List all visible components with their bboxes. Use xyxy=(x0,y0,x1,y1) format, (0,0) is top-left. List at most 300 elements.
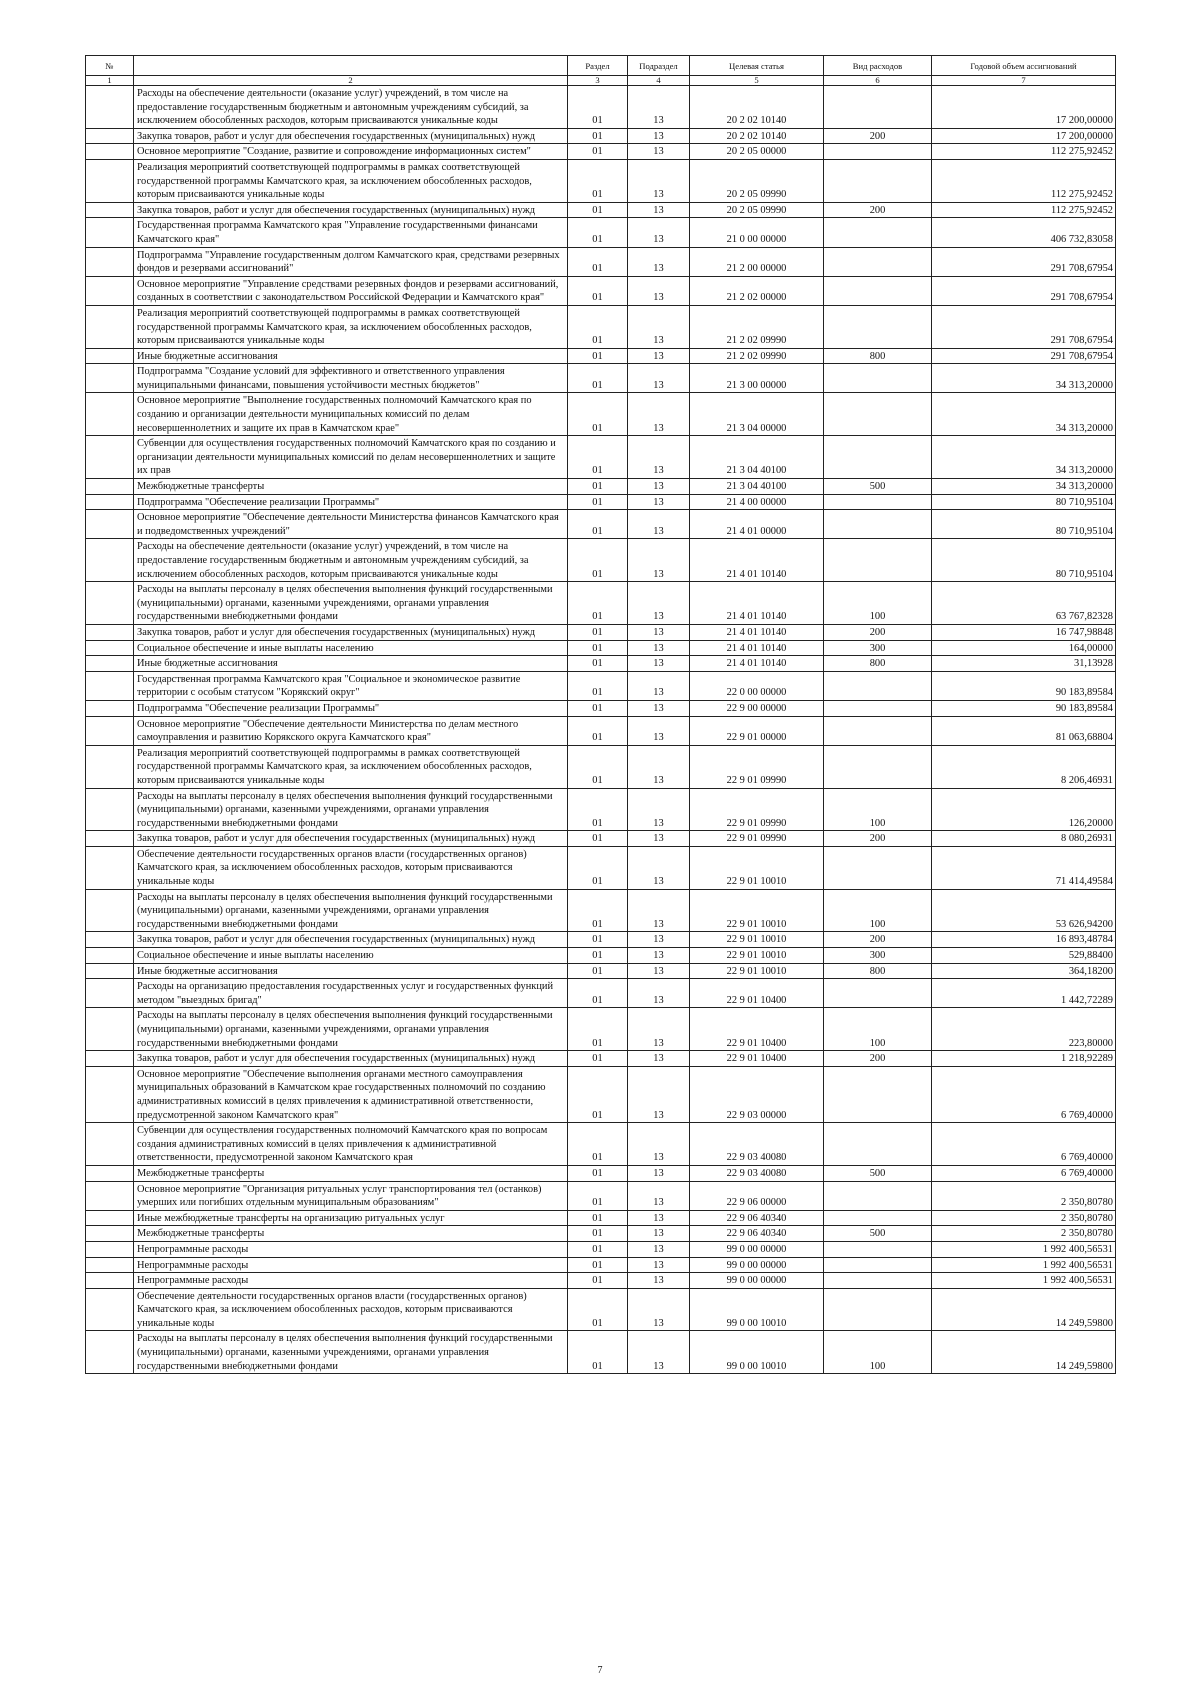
row-amount-cell: 2 350,80780 xyxy=(932,1210,1116,1226)
table-row xyxy=(86,144,1116,160)
column-number: 5 xyxy=(690,76,824,86)
row-subsection-cell: 13 xyxy=(628,86,690,129)
column-number: 1 xyxy=(86,76,134,86)
row-section-cell: 01 xyxy=(568,1008,628,1051)
row-subsection-cell: 13 xyxy=(628,1181,690,1210)
row-section-cell: 01 xyxy=(568,202,628,218)
row-expense-kind-cell xyxy=(824,1123,932,1166)
row-number-cell xyxy=(86,889,134,932)
row-target-article-cell: 20 2 02 10140 xyxy=(690,128,824,144)
row-subsection-cell: 13 xyxy=(628,276,690,305)
row-amount-cell: 112 275,92452 xyxy=(932,202,1116,218)
row-subsection-cell: 13 xyxy=(628,700,690,716)
row-amount-cell: 34 313,20000 xyxy=(932,364,1116,393)
row-amount-cell: 16 747,98848 xyxy=(932,624,1116,640)
row-subsection-cell: 13 xyxy=(628,948,690,964)
row-number-cell xyxy=(86,1165,134,1181)
row-subsection-cell: 13 xyxy=(628,202,690,218)
row-expense-kind-cell: 100 xyxy=(824,582,932,625)
row-amount-cell: 8 080,26931 xyxy=(932,831,1116,847)
table-row xyxy=(86,1226,1116,1242)
row-target-article-cell: 22 9 01 10010 xyxy=(690,846,824,889)
row-subsection-cell: 13 xyxy=(628,640,690,656)
table-row xyxy=(86,640,1116,656)
row-section-cell: 01 xyxy=(568,510,628,539)
row-name-cell: Иные бюджетные ассигнования xyxy=(134,348,568,364)
row-name-cell: Основное мероприятие "Создание, развитие и сопровождение информационных систем" xyxy=(134,144,568,160)
row-expense-kind-cell xyxy=(824,393,932,436)
row-number-cell xyxy=(86,510,134,539)
row-name-cell: Основное мероприятие "Организация ритуальных услуг транспортирования тел (останков) умерших или погибших отдельным муниципальным образованиям" xyxy=(134,1181,568,1210)
column-number: 6 xyxy=(824,76,932,86)
row-subsection-cell: 13 xyxy=(628,348,690,364)
row-expense-kind-cell xyxy=(824,510,932,539)
row-subsection-cell: 13 xyxy=(628,979,690,1008)
row-subsection-cell: 13 xyxy=(628,393,690,436)
row-expense-kind-cell xyxy=(824,1273,932,1289)
row-amount-cell: 164,00000 xyxy=(932,640,1116,656)
row-number-cell xyxy=(86,716,134,745)
row-amount-cell: 112 275,92452 xyxy=(932,159,1116,202)
row-section-cell: 01 xyxy=(568,348,628,364)
row-section-cell: 01 xyxy=(568,948,628,964)
row-name-cell: Подпрограмма "Обеспечение реализации Программы" xyxy=(134,494,568,510)
row-section-cell: 01 xyxy=(568,1051,628,1067)
row-name-cell: Подпрограмма "Создание условий для эффективного и ответственного управления муниципальными финансами, повышения устойчивости местных бюджетов" xyxy=(134,364,568,393)
row-expense-kind-cell xyxy=(824,716,932,745)
row-name-cell: Расходы на организацию предоставления государственных услуг и государственных функций методом "выездных бригад" xyxy=(134,979,568,1008)
header-subsection: Подраздел xyxy=(628,56,690,76)
row-amount-cell: 71 414,49584 xyxy=(932,846,1116,889)
table-row xyxy=(86,963,1116,979)
row-subsection-cell: 13 xyxy=(628,716,690,745)
row-section-cell: 01 xyxy=(568,393,628,436)
table-row xyxy=(86,159,1116,202)
row-expense-kind-cell xyxy=(824,1181,932,1210)
row-expense-kind-cell: 800 xyxy=(824,348,932,364)
table-row xyxy=(86,1273,1116,1289)
row-amount-cell: 8 206,46931 xyxy=(932,745,1116,788)
header-expense-kind: Вид расходов xyxy=(824,56,932,76)
row-name-cell: Обеспечение деятельности государственных органов власти (государственных органов) Камчатского края, за исключением обособленных расходов, которым присваиваются уникальные коды xyxy=(134,1288,568,1331)
row-section-cell: 01 xyxy=(568,1288,628,1331)
row-target-article-cell: 21 4 01 10140 xyxy=(690,624,824,640)
row-amount-cell: 80 710,95104 xyxy=(932,539,1116,582)
row-expense-kind-cell xyxy=(824,436,932,479)
row-target-article-cell: 21 2 02 09990 xyxy=(690,305,824,348)
row-subsection-cell: 13 xyxy=(628,932,690,948)
row-section-cell: 01 xyxy=(568,247,628,276)
row-number-cell xyxy=(86,494,134,510)
row-target-article-cell: 22 9 01 10010 xyxy=(690,948,824,964)
table-row xyxy=(86,582,1116,625)
row-expense-kind-cell: 200 xyxy=(824,932,932,948)
row-name-cell: Закупка товаров, работ и услуг для обеспечения государственных (муниципальных) нужд xyxy=(134,202,568,218)
row-name-cell: Расходы на выплаты персоналу в целях обеспечения выполнения функций государственными (муниципальными) органами, казенными учреждениями, органами управления государственными внебюджетными фондами xyxy=(134,582,568,625)
row-amount-cell: 34 313,20000 xyxy=(932,479,1116,495)
row-name-cell: Обеспечение деятельности государственных органов власти (государственных органов) Камчатского края, за исключением обособленных расходов, которым присваиваются уникальные коды xyxy=(134,846,568,889)
row-number-cell xyxy=(86,948,134,964)
row-number-cell xyxy=(86,745,134,788)
row-section-cell: 01 xyxy=(568,494,628,510)
row-name-cell: Закупка товаров, работ и услуг для обеспечения государственных (муниципальных) нужд xyxy=(134,932,568,948)
row-name-cell: Закупка товаров, работ и услуг для обеспечения государственных (муниципальных) нужд xyxy=(134,1051,568,1067)
row-target-article-cell: 22 9 06 00000 xyxy=(690,1181,824,1210)
row-subsection-cell: 13 xyxy=(628,1273,690,1289)
row-target-article-cell: 22 9 03 40080 xyxy=(690,1165,824,1181)
table-row xyxy=(86,128,1116,144)
row-name-cell: Социальное обеспечение и иные выплаты населению xyxy=(134,948,568,964)
row-expense-kind-cell xyxy=(824,846,932,889)
row-subsection-cell: 13 xyxy=(628,510,690,539)
row-expense-kind-cell xyxy=(824,247,932,276)
row-name-cell: Иные бюджетные ассигнования xyxy=(134,656,568,672)
row-amount-cell: 1 442,72289 xyxy=(932,979,1116,1008)
row-target-article-cell: 21 3 04 40100 xyxy=(690,436,824,479)
header-number: № xyxy=(86,56,134,76)
row-section-cell: 01 xyxy=(568,305,628,348)
row-number-cell xyxy=(86,963,134,979)
row-subsection-cell: 13 xyxy=(628,1210,690,1226)
row-expense-kind-cell xyxy=(824,671,932,700)
row-amount-cell: 16 893,48784 xyxy=(932,932,1116,948)
row-section-cell: 01 xyxy=(568,1066,628,1122)
table-row xyxy=(86,788,1116,831)
row-amount-cell: 90 183,89584 xyxy=(932,671,1116,700)
row-subsection-cell: 13 xyxy=(628,159,690,202)
column-number: 4 xyxy=(628,76,690,86)
table-row xyxy=(86,656,1116,672)
row-subsection-cell: 13 xyxy=(628,128,690,144)
row-section-cell: 01 xyxy=(568,1257,628,1273)
row-name-cell: Реализация мероприятий соответствующей подпрограммы в рамках соответствующей государственной программы Камчатского края, за исключением обособленных расходов, которым присваиваются уникальные коды xyxy=(134,305,568,348)
row-target-article-cell: 22 9 03 40080 xyxy=(690,1123,824,1166)
row-number-cell xyxy=(86,159,134,202)
table-row xyxy=(86,716,1116,745)
row-amount-cell: 291 708,67954 xyxy=(932,305,1116,348)
row-target-article-cell: 20 2 05 09990 xyxy=(690,159,824,202)
row-expense-kind-cell xyxy=(824,494,932,510)
table-row xyxy=(86,348,1116,364)
row-target-article-cell: 22 9 00 00000 xyxy=(690,700,824,716)
table-row xyxy=(86,1210,1116,1226)
row-number-cell xyxy=(86,276,134,305)
row-amount-cell: 291 708,67954 xyxy=(932,276,1116,305)
row-target-article-cell: 99 0 00 00000 xyxy=(690,1241,824,1257)
row-section-cell: 01 xyxy=(568,932,628,948)
row-number-cell xyxy=(86,144,134,160)
row-target-article-cell: 21 2 02 09990 xyxy=(690,348,824,364)
row-amount-cell: 34 313,20000 xyxy=(932,393,1116,436)
row-expense-kind-cell xyxy=(824,1241,932,1257)
row-target-article-cell: 99 0 00 10010 xyxy=(690,1288,824,1331)
row-number-cell xyxy=(86,1273,134,1289)
row-amount-cell: 1 992 400,56531 xyxy=(932,1241,1116,1257)
row-number-cell xyxy=(86,436,134,479)
row-number-cell xyxy=(86,1257,134,1273)
table-row xyxy=(86,364,1116,393)
row-section-cell: 01 xyxy=(568,745,628,788)
row-subsection-cell: 13 xyxy=(628,364,690,393)
row-subsection-cell: 13 xyxy=(628,1123,690,1166)
table-body xyxy=(86,86,1116,1374)
row-section-cell: 01 xyxy=(568,436,628,479)
row-name-cell: Основное мероприятие "Управление средствами резервных фондов и резервами ассигнований, созданных в соответствии с законодательством Российской Федерации и Камчатского края" xyxy=(134,276,568,305)
row-amount-cell: 1 992 400,56531 xyxy=(932,1257,1116,1273)
row-target-article-cell: 99 0 00 00000 xyxy=(690,1273,824,1289)
row-number-cell xyxy=(86,86,134,129)
row-section-cell: 01 xyxy=(568,963,628,979)
table-row xyxy=(86,202,1116,218)
table-row xyxy=(86,1181,1116,1210)
row-number-cell xyxy=(86,979,134,1008)
row-section-cell: 01 xyxy=(568,1226,628,1242)
row-name-cell: Расходы на выплаты персоналу в целях обеспечения выполнения функций государственными (муниципальными) органами, казенными учреждениями, органами управления государственными внебюджетными фондами xyxy=(134,889,568,932)
row-section-cell: 01 xyxy=(568,1210,628,1226)
row-target-article-cell: 21 3 00 00000 xyxy=(690,364,824,393)
row-name-cell: Реализация мероприятий соответствующей подпрограммы в рамках соответствующей государственной программы Камчатского края, за исключением обособленных расходов, которым присваиваются уникальные коды xyxy=(134,745,568,788)
row-target-article-cell: 21 3 04 40100 xyxy=(690,479,824,495)
table-row xyxy=(86,1066,1116,1122)
header-target-article: Целевая статья xyxy=(690,56,824,76)
row-amount-cell: 291 708,67954 xyxy=(932,348,1116,364)
row-name-cell: Расходы на выплаты персоналу в целях обеспечения выполнения функций государственными (муниципальными) органами, казенными учреждениями, органами управления государственными внебюджетными фондами xyxy=(134,1331,568,1374)
row-name-cell: Государственная программа Камчатского края "Социальное и экономическое развитие территории с особым статусом "Корякский округ" xyxy=(134,671,568,700)
row-section-cell: 01 xyxy=(568,889,628,932)
row-name-cell: Основное мероприятие "Обеспечение деятельности Министерства по делам местного самоуправления и развитию Корякского округа Камчатского края" xyxy=(134,716,568,745)
row-number-cell xyxy=(86,247,134,276)
table-row xyxy=(86,436,1116,479)
row-target-article-cell: 22 9 06 40340 xyxy=(690,1226,824,1242)
row-amount-cell: 80 710,95104 xyxy=(932,494,1116,510)
row-number-cell xyxy=(86,202,134,218)
row-target-article-cell: 99 0 00 00000 xyxy=(690,1257,824,1273)
row-section-cell: 01 xyxy=(568,671,628,700)
row-name-cell: Подпрограмма "Управление государственным долгом Камчатского края, средствами резервных фондов и резервами ассигнований" xyxy=(134,247,568,276)
row-amount-cell: 6 769,40000 xyxy=(932,1123,1116,1166)
row-expense-kind-cell: 100 xyxy=(824,889,932,932)
table-row xyxy=(86,1008,1116,1051)
row-subsection-cell: 13 xyxy=(628,624,690,640)
row-expense-kind-cell xyxy=(824,539,932,582)
row-section-cell: 01 xyxy=(568,218,628,247)
table-row xyxy=(86,305,1116,348)
row-name-cell: Расходы на выплаты персоналу в целях обеспечения выполнения функций государственными (муниципальными) органами, казенными учреждениями, органами управления государственными внебюджетными фондами xyxy=(134,1008,568,1051)
row-number-cell xyxy=(86,582,134,625)
row-section-cell: 01 xyxy=(568,788,628,831)
row-name-cell: Субвенции для осуществления государственных полномочий Камчатского края по вопросам создания административных комиссий в целях привлечения к административной ответственности, предусмотренной законом Камчатского края xyxy=(134,1123,568,1166)
row-number-cell xyxy=(86,479,134,495)
row-amount-cell: 90 183,89584 xyxy=(932,700,1116,716)
row-target-article-cell: 21 2 00 00000 xyxy=(690,247,824,276)
row-name-cell: Иные межбюджетные трансферты на организацию ритуальных услуг xyxy=(134,1210,568,1226)
row-expense-kind-cell: 200 xyxy=(824,624,932,640)
row-name-cell: Межбюджетные трансферты xyxy=(134,1165,568,1181)
row-amount-cell: 14 249,59800 xyxy=(932,1288,1116,1331)
row-expense-kind-cell: 100 xyxy=(824,1008,932,1051)
row-target-article-cell: 22 9 01 00000 xyxy=(690,716,824,745)
row-section-cell: 01 xyxy=(568,656,628,672)
column-number: 3 xyxy=(568,76,628,86)
row-subsection-cell: 13 xyxy=(628,1257,690,1273)
row-expense-kind-cell xyxy=(824,144,932,160)
table-row xyxy=(86,494,1116,510)
row-section-cell: 01 xyxy=(568,1181,628,1210)
table-row xyxy=(86,1241,1116,1257)
row-amount-cell: 80 710,95104 xyxy=(932,510,1116,539)
row-amount-cell: 31,13928 xyxy=(932,656,1116,672)
row-amount-cell: 1 218,92289 xyxy=(932,1051,1116,1067)
row-amount-cell: 126,20000 xyxy=(932,788,1116,831)
row-name-cell: Расходы на обеспечение деятельности (оказание услуг) учреждений, в том числе на предоставление государственным бюджетным и автономным учреждениям субсидий, за исключением обособленных расходов, которым присваиваются уникальные коды xyxy=(134,86,568,129)
row-number-cell xyxy=(86,700,134,716)
row-name-cell: Субвенции для осуществления государственных полномочий Камчатского края по созданию и организации деятельности муниципальных комиссий по делам несовершеннолетних и защите их прав xyxy=(134,436,568,479)
row-amount-cell: 6 769,40000 xyxy=(932,1066,1116,1122)
row-expense-kind-cell: 800 xyxy=(824,656,932,672)
row-subsection-cell: 13 xyxy=(628,831,690,847)
row-section-cell: 01 xyxy=(568,86,628,129)
row-section-cell: 01 xyxy=(568,640,628,656)
row-amount-cell: 34 313,20000 xyxy=(932,436,1116,479)
row-target-article-cell: 20 2 02 10140 xyxy=(690,86,824,129)
table-row xyxy=(86,276,1116,305)
row-number-cell xyxy=(86,1123,134,1166)
row-name-cell: Непрограммные расходы xyxy=(134,1241,568,1257)
row-number-cell xyxy=(86,128,134,144)
row-expense-kind-cell xyxy=(824,700,932,716)
row-amount-cell: 364,18200 xyxy=(932,963,1116,979)
row-number-cell xyxy=(86,1066,134,1122)
row-expense-kind-cell xyxy=(824,1257,932,1273)
row-expense-kind-cell: 300 xyxy=(824,640,932,656)
row-section-cell: 01 xyxy=(568,1123,628,1166)
row-expense-kind-cell: 100 xyxy=(824,1331,932,1374)
row-target-article-cell: 22 9 01 10010 xyxy=(690,932,824,948)
row-target-article-cell: 22 9 01 10400 xyxy=(690,1008,824,1051)
row-name-cell: Закупка товаров, работ и услуг для обеспечения государственных (муниципальных) нужд xyxy=(134,831,568,847)
header-name xyxy=(134,56,568,76)
row-number-cell xyxy=(86,348,134,364)
table-row xyxy=(86,218,1116,247)
row-section-cell: 01 xyxy=(568,1331,628,1374)
row-subsection-cell: 13 xyxy=(628,671,690,700)
row-number-cell xyxy=(86,624,134,640)
row-section-cell: 01 xyxy=(568,700,628,716)
budget-table-sheet xyxy=(85,55,1115,1374)
row-target-article-cell: 22 9 06 40340 xyxy=(690,1210,824,1226)
row-section-cell: 01 xyxy=(568,1273,628,1289)
row-amount-cell: 53 626,94200 xyxy=(932,889,1116,932)
row-section-cell: 01 xyxy=(568,539,628,582)
row-number-cell xyxy=(86,1210,134,1226)
row-amount-cell: 81 063,68804 xyxy=(932,716,1116,745)
row-target-article-cell: 22 9 01 09990 xyxy=(690,831,824,847)
table-row xyxy=(86,247,1116,276)
column-number-row xyxy=(86,76,1116,86)
column-number: 2 xyxy=(134,76,568,86)
table-row xyxy=(86,624,1116,640)
row-subsection-cell: 13 xyxy=(628,539,690,582)
row-expense-kind-cell xyxy=(824,86,932,129)
row-subsection-cell: 13 xyxy=(628,1241,690,1257)
row-subsection-cell: 13 xyxy=(628,846,690,889)
row-expense-kind-cell: 300 xyxy=(824,948,932,964)
row-expense-kind-cell xyxy=(824,276,932,305)
row-subsection-cell: 13 xyxy=(628,963,690,979)
row-name-cell: Межбюджетные трансферты xyxy=(134,479,568,495)
table-row xyxy=(86,700,1116,716)
row-subsection-cell: 13 xyxy=(628,788,690,831)
budget-table xyxy=(85,55,1116,1374)
table-row xyxy=(86,831,1116,847)
table-row xyxy=(86,932,1116,948)
row-subsection-cell: 13 xyxy=(628,218,690,247)
row-subsection-cell: 13 xyxy=(628,1165,690,1181)
row-subsection-cell: 13 xyxy=(628,1331,690,1374)
row-subsection-cell: 13 xyxy=(628,144,690,160)
row-name-cell: Реализация мероприятий соответствующей подпрограммы в рамках соответствующей государственной программы Камчатского края, за исключением обособленных расходов, которым присваиваются уникальные коды xyxy=(134,159,568,202)
row-subsection-cell: 13 xyxy=(628,1226,690,1242)
row-expense-kind-cell xyxy=(824,745,932,788)
table-row xyxy=(86,671,1116,700)
table-row xyxy=(86,745,1116,788)
column-number: 7 xyxy=(932,76,1116,86)
row-section-cell: 01 xyxy=(568,479,628,495)
row-target-article-cell: 21 4 01 10140 xyxy=(690,539,824,582)
row-amount-cell: 17 200,00000 xyxy=(932,86,1116,129)
row-number-cell xyxy=(86,393,134,436)
row-expense-kind-cell: 500 xyxy=(824,1165,932,1181)
row-amount-cell: 1 992 400,56531 xyxy=(932,1273,1116,1289)
row-amount-cell: 63 767,82328 xyxy=(932,582,1116,625)
row-amount-cell: 2 350,80780 xyxy=(932,1181,1116,1210)
row-target-article-cell: 21 3 04 00000 xyxy=(690,393,824,436)
table-row xyxy=(86,889,1116,932)
row-amount-cell: 406 732,83058 xyxy=(932,218,1116,247)
row-number-cell xyxy=(86,218,134,247)
row-target-article-cell: 22 9 01 10400 xyxy=(690,1051,824,1067)
row-section-cell: 01 xyxy=(568,582,628,625)
row-target-article-cell: 22 9 01 09990 xyxy=(690,745,824,788)
table-row xyxy=(86,393,1116,436)
row-subsection-cell: 13 xyxy=(628,1051,690,1067)
row-subsection-cell: 13 xyxy=(628,479,690,495)
table-row xyxy=(86,1288,1116,1331)
row-subsection-cell: 13 xyxy=(628,1288,690,1331)
row-number-cell xyxy=(86,1008,134,1051)
row-section-cell: 01 xyxy=(568,979,628,1008)
row-expense-kind-cell xyxy=(824,1288,932,1331)
row-section-cell: 01 xyxy=(568,276,628,305)
row-section-cell: 01 xyxy=(568,1165,628,1181)
row-target-article-cell: 20 2 05 00000 xyxy=(690,144,824,160)
table-row xyxy=(86,846,1116,889)
row-amount-cell: 112 275,92452 xyxy=(932,144,1116,160)
row-name-cell: Межбюджетные трансферты xyxy=(134,1226,568,1242)
row-name-cell: Иные бюджетные ассигнования xyxy=(134,963,568,979)
row-subsection-cell: 13 xyxy=(628,494,690,510)
table-row xyxy=(86,479,1116,495)
row-amount-cell: 529,88400 xyxy=(932,948,1116,964)
row-expense-kind-cell xyxy=(824,159,932,202)
row-target-article-cell: 22 9 03 00000 xyxy=(690,1066,824,1122)
row-subsection-cell: 13 xyxy=(628,247,690,276)
row-subsection-cell: 13 xyxy=(628,745,690,788)
row-name-cell: Основное мероприятие "Обеспечение деятельности Министерства финансов Камчатского края и подведомственных учреждений" xyxy=(134,510,568,539)
row-name-cell: Основное мероприятие "Выполнение государственных полномочий Камчатского края по созданию и организации деятельности муниципальных комиссий по делам несовершеннолетних и защите их прав в Камчатском крае" xyxy=(134,393,568,436)
row-name-cell: Закупка товаров, работ и услуг для обеспечения государственных (муниципальных) нужд xyxy=(134,624,568,640)
row-amount-cell: 14 249,59800 xyxy=(932,1331,1116,1374)
